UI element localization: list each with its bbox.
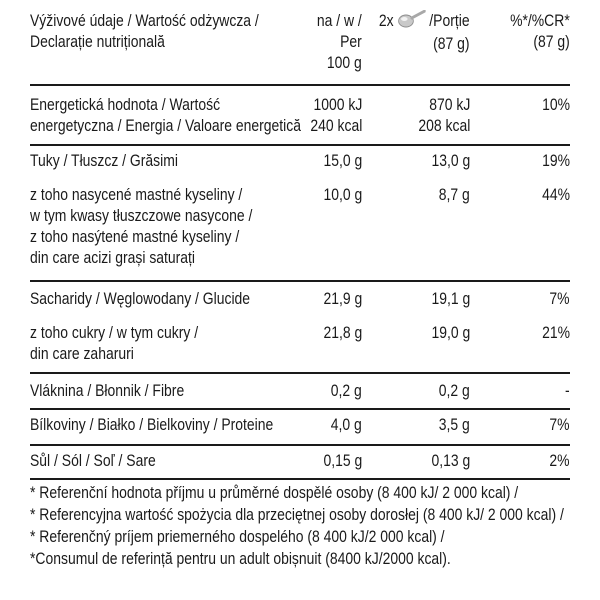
footnote: *Consumul de referință pentru un adult obișnuit (8400 kJ/2000 kcal). [30,549,451,568]
row-portion: 13,0 g [431,151,470,170]
row-cr: 2% [549,451,570,470]
row-cr: 7% [549,289,570,308]
row-cr: - [565,381,570,400]
table-header [30,10,570,78]
header-per-line: Per [340,32,362,51]
row-label: Vláknina / Błonnik / Fibre [30,381,185,400]
header-label-line: Declarație nutrițională [30,32,165,51]
row-label: w tym kwasy tłuszczowe nasycone / [30,206,253,225]
header-portion [359,10,470,54]
row-cr: 44% [542,185,570,204]
row-per: 240 kcal [310,116,362,135]
row-per: 21,9 g [323,289,362,308]
row-portion: 8,7 g [438,185,470,204]
divider [30,372,570,374]
row-portion: 19,0 g [431,323,470,342]
row-portion: 208 kcal [418,116,470,135]
header-cr-line: (87 g) [533,32,570,51]
row-label: Sacharidy / Węglowodany / Glucide [30,289,251,308]
header-per-line: 100 g [327,53,362,72]
header-portion-line [379,10,470,33]
divider [30,444,570,446]
footnote: * Referenčný príjem priemerného dospelého (8 400 kJ/2 000 kcal) / [30,527,445,546]
row-cr: 19% [542,151,570,170]
row-label: energetyczna / Energia / Valoare energetică [30,116,301,135]
portion-suffix: /Porție [429,11,470,30]
header-cr [497,10,570,52]
row-per: 15,0 g [323,151,362,170]
divider [30,478,570,480]
row-per: 21,8 g [323,323,362,342]
row-label: din care acizi grași saturați [30,248,196,267]
divider [30,84,570,86]
row-per: 1000 kJ [313,95,362,114]
row-label: Energetická hodnota / Wartość [30,95,221,114]
row-portion: 0,2 g [438,381,470,400]
row-cr: 10% [542,95,570,114]
row-per: 10,0 g [323,185,362,204]
divider [30,280,570,282]
row-label: z toho nasycené mastné kyseliny / [30,185,243,204]
row-label: z toho nasýtené mastné kyseliny / [30,227,240,246]
row-label: Tuky / Tłuszcz / Grăsimi [30,151,178,170]
row-label: din care zaharuri [30,344,134,363]
row-label: Bílkoviny / Białko / Bielkoviny / Proteine [30,415,274,434]
header-portion-weight: (87 g) [433,34,470,54]
row-label: Sůl / Sól / Soľ / Sare [30,451,156,470]
row-cr: 7% [549,415,570,434]
row-portion: 870 kJ [428,95,470,114]
spoon-icon [398,10,426,33]
divider [30,144,570,146]
divider [30,408,570,410]
header-cr-line: %*/%CR* [510,11,570,30]
row-label: z toho cukry / w tym cukry / [30,323,199,342]
header-per [307,10,362,73]
row-portion: 3,5 g [438,415,470,434]
header-label-line: Výživové údaje / Wartość odżywcza / [30,11,259,30]
row-per: 4,0 g [330,415,362,434]
row-portion: 0,13 g [431,451,470,470]
row-per: 0,15 g [323,451,362,470]
footnote: * Referencyjna wartość spożycia dla przeciętnej osoby dorosłej (8 400 kJ/ 2 000 kcal) / [30,505,564,524]
portion-prefix: 2x [379,11,395,30]
header-label [30,10,309,52]
footnote: * Referenční hodnota příjmu u průměrné dospělé osoby (8 400 kJ/ 2 000 kcal) / [30,483,519,502]
header-per-line: na / w / [317,11,362,30]
row-portion: 19,1 g [431,289,470,308]
row-cr: 21% [542,323,570,342]
footnotes [30,482,590,570]
row-per: 0,2 g [330,381,362,400]
